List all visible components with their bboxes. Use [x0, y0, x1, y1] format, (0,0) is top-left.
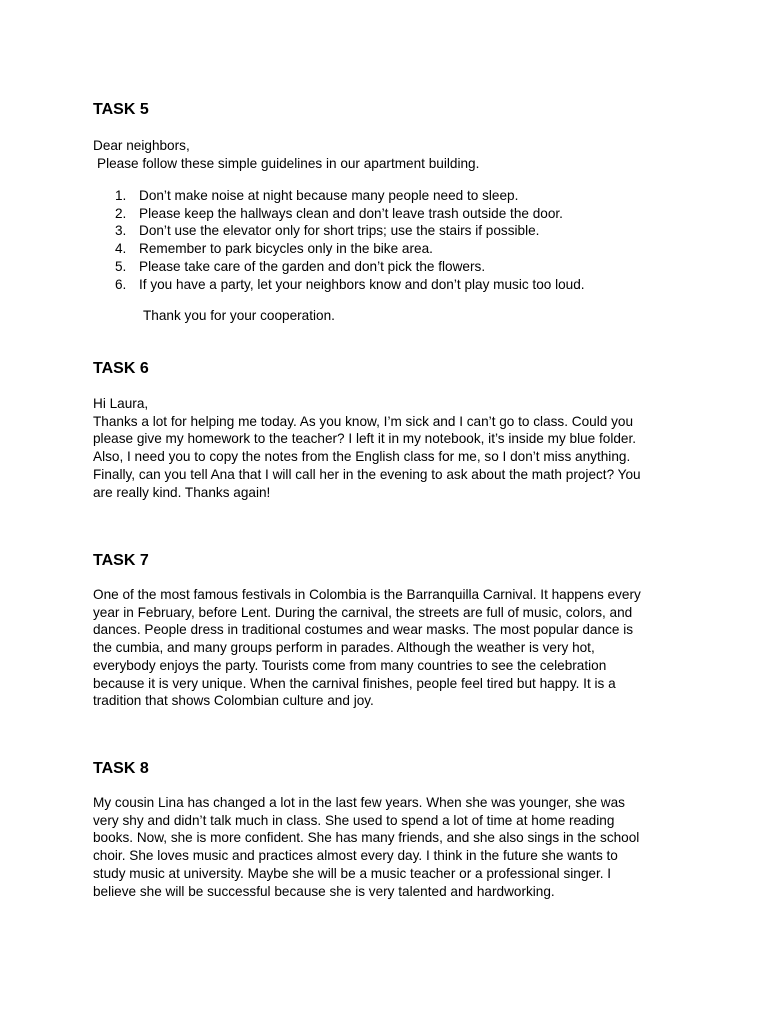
- task5-closing: Thank you for your cooperation.: [143, 307, 335, 323]
- paragraph-line: please give my homework to the teacher? I left it in my notebook, it’s inside my blue folder.: [93, 431, 637, 447]
- paragraph-line: because it is very unique. When the carnival finishes, people feel tired but happy. It is a: [93, 675, 616, 691]
- task5-greeting: Dear neighbors,: [93, 138, 190, 153]
- task5-guidelines: [93, 187, 673, 338]
- list-item: 1. Don’t make noise at night because many people need to sleep.: [115, 188, 519, 203]
- task6-title: TASK 6: [93, 360, 149, 377]
- task7-section: [93, 551, 673, 709]
- paragraph-line: believe she will be successful because she is very talented and hardworking.: [93, 883, 555, 899]
- paragraph-line: Finally, can you tell Ana that I will call her in the evening to ask about the math project? You: [93, 466, 641, 482]
- paragraph-line: very shy and didn’t talk much in class. She used to spend a lot of time at home reading: [93, 812, 615, 828]
- paragraph-line: Also, I need you to copy the notes from the English class for me, so I don’t miss anything.: [93, 449, 631, 465]
- paragraph-line: Thanks a lot for helping me today. As you know, I’m sick and I can’t go to class. Could you: [93, 413, 633, 429]
- paragraph-line: My cousin Lina has changed a lot in the last few years. When she was younger, she was: [93, 795, 625, 810]
- guidelines-list: [93, 187, 673, 293]
- paragraph-line: study music at university. Maybe she will be a music teacher or a professional singer. I: [93, 865, 612, 881]
- task7-paragraph: [93, 586, 673, 710]
- task5-section: [93, 100, 673, 323]
- paragraph-line: tradition that shows Colombian culture and joy.: [93, 693, 374, 709]
- list-item: 6. If you have a party, let your neighbors know and don’t play music too loud.: [115, 276, 585, 292]
- list-item: 4. Remember to park bicycles only in the bike area.: [115, 241, 433, 257]
- task6-greeting: Hi Laura,: [93, 396, 149, 411]
- paragraph-line: One of the most famous festivals in Colombia is the Barranquilla Carnival. It happens every: [93, 587, 641, 602]
- paragraph-line: choir. She loves music and practices almost every day. I think in the future she wants to: [93, 848, 618, 864]
- task7-title: TASK 7: [93, 552, 149, 569]
- paragraph-line: dances. People dress in traditional costumes and wear masks. The most popular dance is: [93, 622, 634, 638]
- paragraph-line: everybody enjoys the party. Tourists come from many countries to see the celebration: [93, 657, 607, 673]
- task8-title: TASK 8: [93, 760, 149, 777]
- task5-title: TASK 5: [93, 101, 149, 118]
- task8-paragraph: [93, 794, 673, 900]
- paragraph-line: year in February, before Lent. During the carnival, the streets are full of music, colors, and: [93, 604, 633, 620]
- task6-message: [93, 395, 673, 501]
- task6-section: [93, 359, 673, 500]
- task5-letter: [93, 137, 673, 172]
- paragraph-line: books. Now, she is more confident. She has many friends, and she also sings in the school: [93, 830, 640, 846]
- task8-section: [93, 759, 673, 899]
- list-item: 5. Please take care of the garden and don’t pick the flowers.: [115, 258, 486, 274]
- list-item: 3. Don’t use the elevator only for short trips; use the stairs if possible.: [115, 223, 540, 239]
- paragraph-line: the cumbia, and many groups perform in parades. Although the weather is very hot,: [93, 640, 595, 656]
- paragraph-line: are really kind. Thanks again!: [93, 484, 271, 500]
- task5-intro: Please follow these simple guidelines in our apartment building.: [97, 155, 480, 171]
- list-item: 2. Please keep the hallways clean and don’t leave trash outside the door.: [115, 205, 563, 221]
